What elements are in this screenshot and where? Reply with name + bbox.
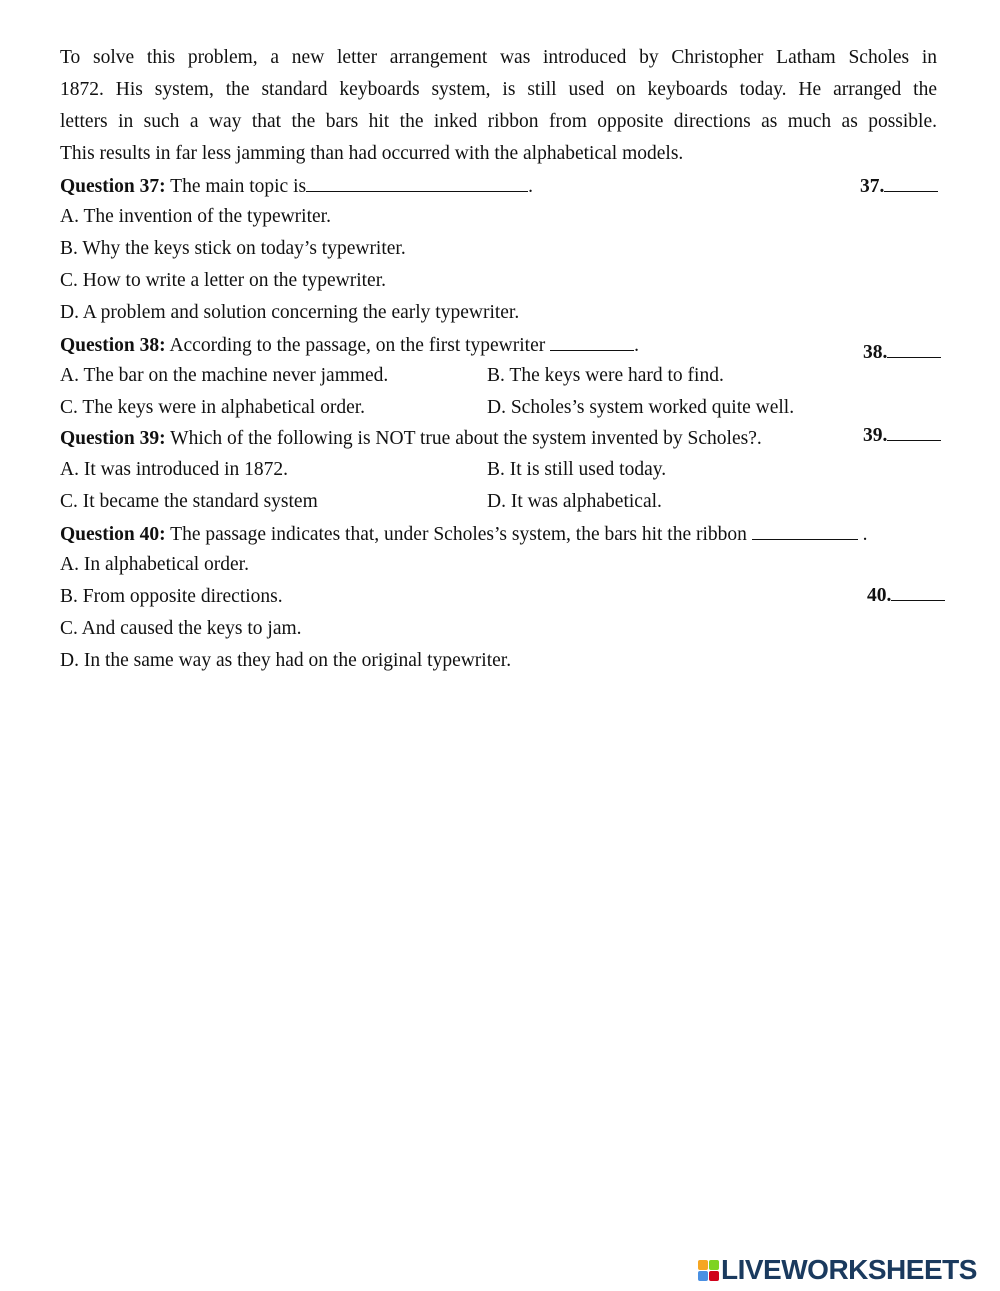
answer-37-input[interactable] <box>884 173 938 192</box>
question-38-text: According to the passage, on the first typewriter <box>165 335 551 356</box>
answer-39-label: 39. <box>863 425 888 446</box>
question-40-label: Question 40: <box>60 524 166 545</box>
question-38-option-d: D. Scholes’s system worked quite well. <box>487 397 795 418</box>
question-38-label: Question 38: <box>60 335 166 356</box>
question-38-option-a: A. The bar on the machine never jammed. <box>60 365 389 386</box>
answer-37-label: 37. <box>860 176 885 197</box>
answer-40-label: 40. <box>867 585 892 606</box>
answer-39-input[interactable] <box>887 422 941 441</box>
question-40-text: The passage indicates that, under Scholes’s system, the bars hit the ribbon <box>165 524 752 545</box>
question-39-stem <box>60 427 762 451</box>
question-39-text: Which of the following is NOT true about the system invented by Scholes?. <box>165 428 762 449</box>
question-38-option-c: C. The keys were in alphabetical order. <box>60 397 366 418</box>
question-39-label: Question 39: <box>60 428 166 449</box>
passage-line-2: 1872. His system, the standard keyboards system, is still used on keyboards today. He arranged the <box>60 79 937 100</box>
answer-39 <box>863 422 941 448</box>
logo-mark-icon <box>698 1260 719 1281</box>
logo-text: LIVEWORKSHEETS <box>721 1254 977 1285</box>
answer-40 <box>867 582 945 608</box>
question-39-option-a: A. It was introduced in 1872. <box>60 459 289 480</box>
question-37-option-d: D. A problem and solution concerning the early typewriter. <box>60 302 520 323</box>
logo-mark-cell-4 <box>709 1271 719 1281</box>
question-37-text: The main topic is <box>165 176 307 197</box>
question-38-stem <box>60 332 639 358</box>
question-40-option-b: B. From opposite directions. <box>60 586 283 607</box>
passage-line-1: To solve this problem, a new letter arrangement was introduced by Christopher Latham Scholes in <box>60 47 937 68</box>
question-40-option-d: D. In the same way as they had on the original typewriter. <box>60 650 512 671</box>
passage-line-4: This results in far less jamming than had occurred with the alphabetical models. <box>60 143 684 164</box>
question-39-option-b: B. It is still used today. <box>487 459 667 480</box>
answer-37 <box>860 173 938 199</box>
question-37-option-c: C. How to write a letter on the typewriter. <box>60 270 386 291</box>
question-40-inline-blank <box>752 521 858 540</box>
question-40-stem <box>60 521 868 547</box>
question-37-end: . <box>528 176 533 197</box>
answer-38-label: 38. <box>863 342 888 363</box>
question-39-option-c: C. It became the standard system <box>60 491 318 512</box>
question-37-inline-blank <box>306 173 528 192</box>
question-37-stem <box>60 173 533 199</box>
question-38-option-b: B. The keys were hard to find. <box>487 365 724 386</box>
question-37-option-b: B. Why the keys stick on today’s typewriter. <box>60 238 406 259</box>
question-37-label: Question 37: <box>60 176 166 197</box>
question-37-option-a: A. The invention of the typewriter. <box>60 206 331 227</box>
question-40-option-c: C. And caused the keys to jam. <box>60 618 302 639</box>
logo-mark-cell-1 <box>698 1260 708 1270</box>
answer-40-input[interactable] <box>891 582 945 601</box>
answer-38-input[interactable] <box>887 339 941 358</box>
liveworksheets-logo <box>698 1254 977 1286</box>
logo-mark-cell-2 <box>709 1260 719 1270</box>
passage-line-3: letters in such a way that the bars hit the inked ribbon from opposite directions as much as possible. <box>60 111 937 132</box>
question-38-inline-blank <box>550 332 634 351</box>
logo-mark-cell-3 <box>698 1271 708 1281</box>
question-40-end: . <box>857 524 868 545</box>
question-38-end: . <box>634 335 639 356</box>
answer-38 <box>863 339 941 365</box>
question-40-option-a: A. In alphabetical order. <box>60 554 249 575</box>
question-39-option-d: D. It was alphabetical. <box>487 491 662 512</box>
